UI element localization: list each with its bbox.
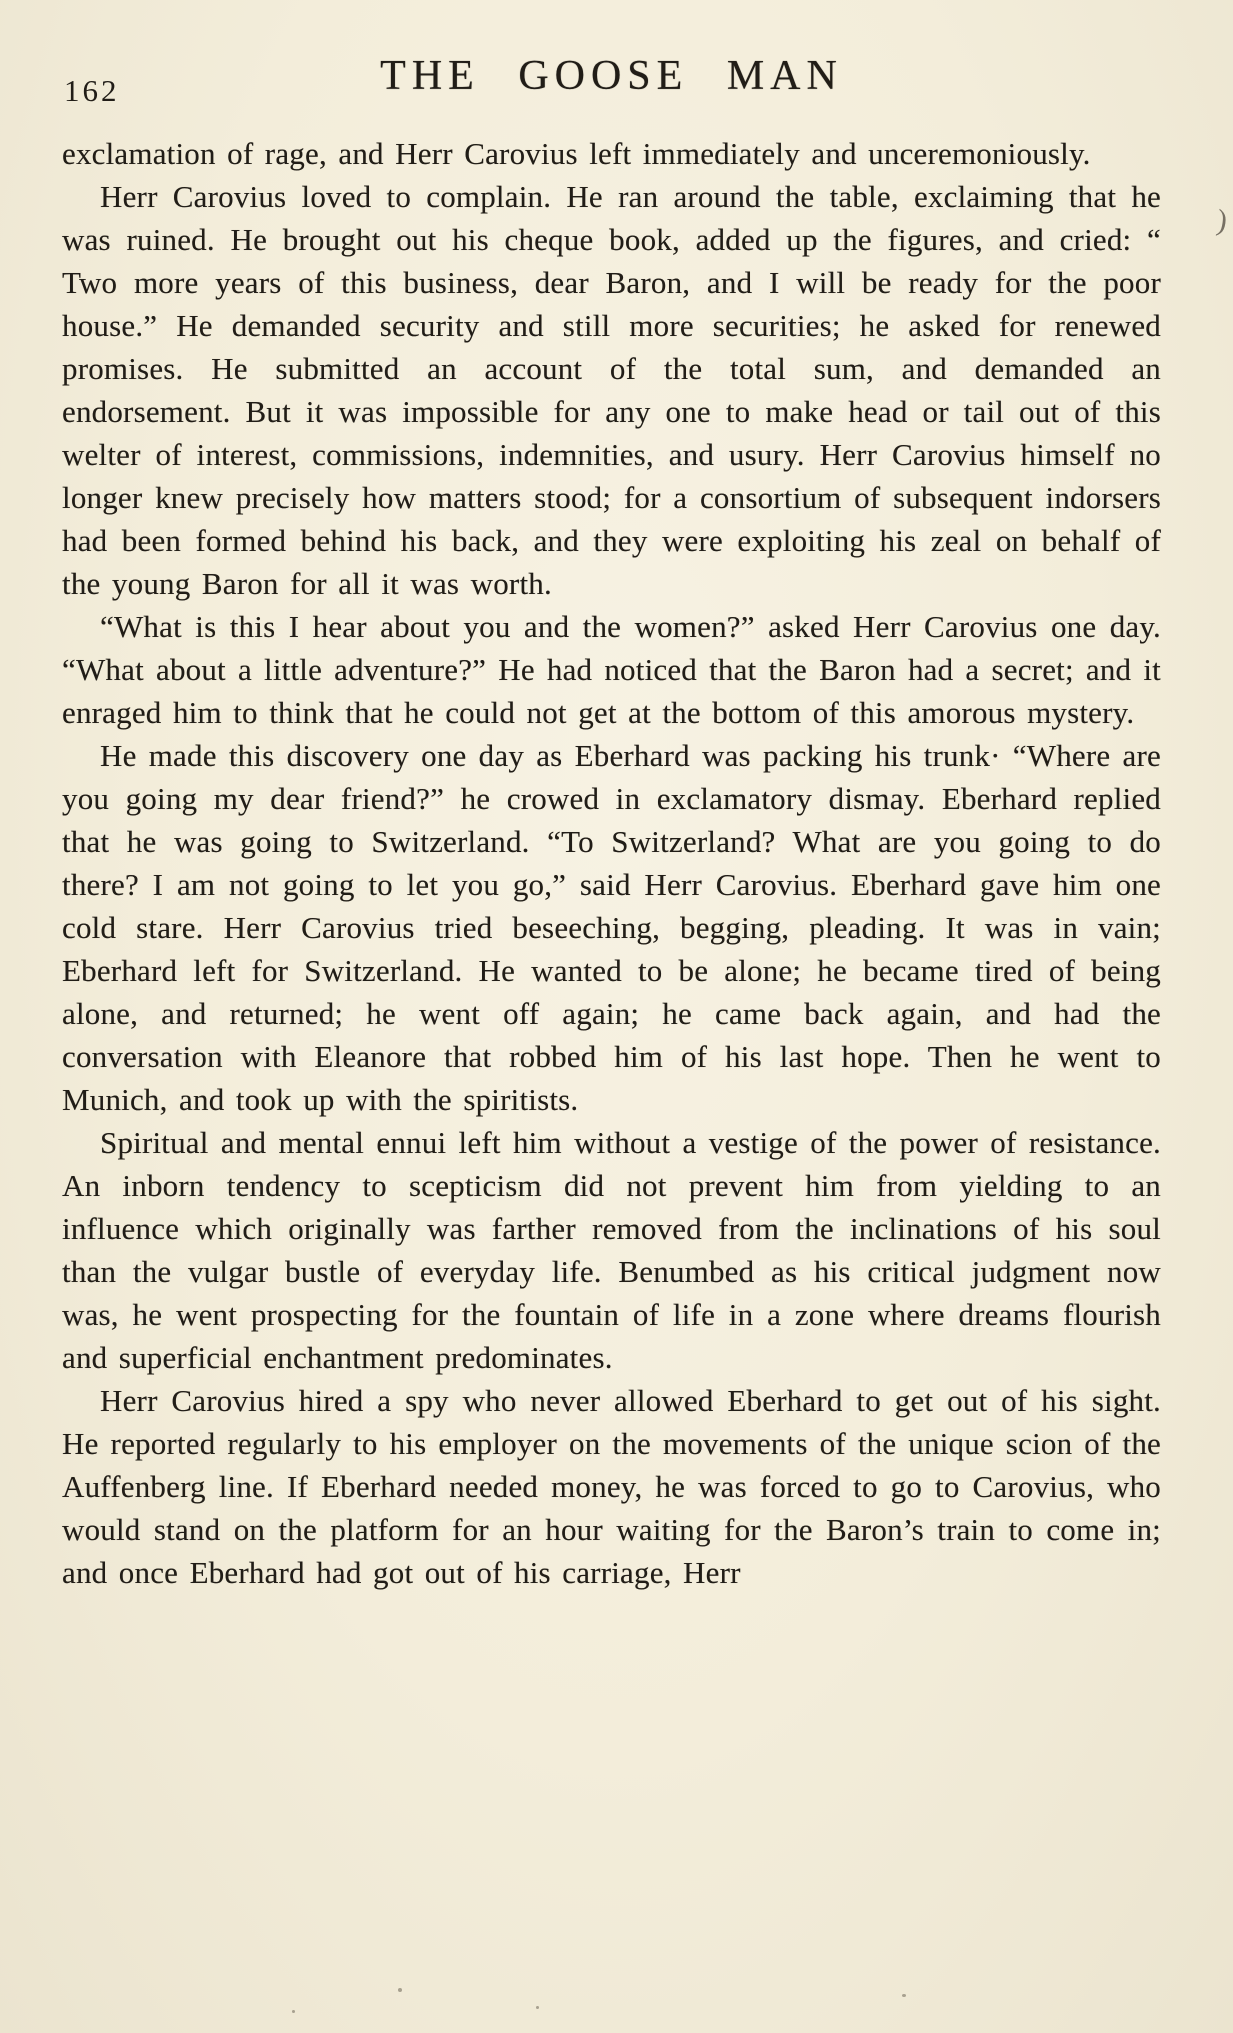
paragraph: “What is this I hear about you and the women?” asked Herr Carovius one day. “What about a little adventure?” He had noticed that the Baron had a secret; and it enraged him to think that he could not get at the bottom of this amorous mystery. <box>62 609 1161 730</box>
page-body <box>62 132 1161 1594</box>
scan-speck <box>292 2010 295 2013</box>
paragraph: He made this discovery one day as Eberhard was packing his trunk· “Where are you going my dear friend?” he crowed in exclamatory dismay. Eberhard replied that he was going to Switzerland. “To Switzerland? What are you going to do there? I am not going to let you go,” said Herr Carovius. Eberhard gave him one cold stare. Herr Carovius tried beseeching, begging, pleading. It was in vain; Eberhard left for Switzerland. He wanted to be alone; he became tired of being alone, and returned; he went off again; he came back again, and had the conversation with Eleanore that robbed him of his last hope. Then he went to Munich, and took up with the spiritists. <box>62 738 1161 1117</box>
paragraph: Herr Carovius hired a spy who never allowed Eberhard to get out of his sight. He reported regularly to his employer on the movements of the unique scion of the Auffenberg line. If Eberhard needed money, he was forced to go to Carovius, who would stand on the platform for an hour waiting for the Baron’s train to come in; and once Eberhard had got out of his carriage, Herr <box>62 1383 1161 1590</box>
page-number: 162 <box>64 73 120 108</box>
running-head-title: THE GOOSE MAN <box>380 53 843 99</box>
page-header <box>62 52 1161 114</box>
scan-artifact-margin-mark: ) <box>1214 203 1230 238</box>
paragraph-continuation: exclamation of rage, and Herr Carovius left immediately and unceremoniously. <box>62 136 1091 171</box>
scan-speck <box>398 1988 402 1992</box>
scan-speck <box>902 1994 906 1997</box>
paragraph: Spiritual and mental ennui left him without a vestige of the power of resistance. An inborn tendency to scepticism did not prevent him from yielding to an influence which originally was farther removed from the inclinations of his soul than the vulgar bustle of everyday life. Benumbed as his critical judgment now was, he went prospecting for the fountain of life in a zone where dreams flourish and superficial enchantment predominates. <box>62 1125 1161 1375</box>
scan-speck <box>536 2006 539 2009</box>
paragraph: Herr Carovius loved to complain. He ran around the table, exclaiming that he was ruined. He brought out his cheque book, added up the figures, and cried: “ Two more years of this business, dear Baron, and I will be ready for the poor house.” He demanded security and still more securities; he asked for renewed promises. He submitted an account of the total sum, and demanded an endorsement. But it was impossible for any one to make head or tail out of this welter of interest, commissions, indemnities, and usury. Herr Carovius himself no longer knew precisely how matters stood; for a consortium of subsequent indorsers had been formed behind his back, and they were exploiting his zeal on behalf of the young Baron for all it was worth. <box>62 179 1161 601</box>
